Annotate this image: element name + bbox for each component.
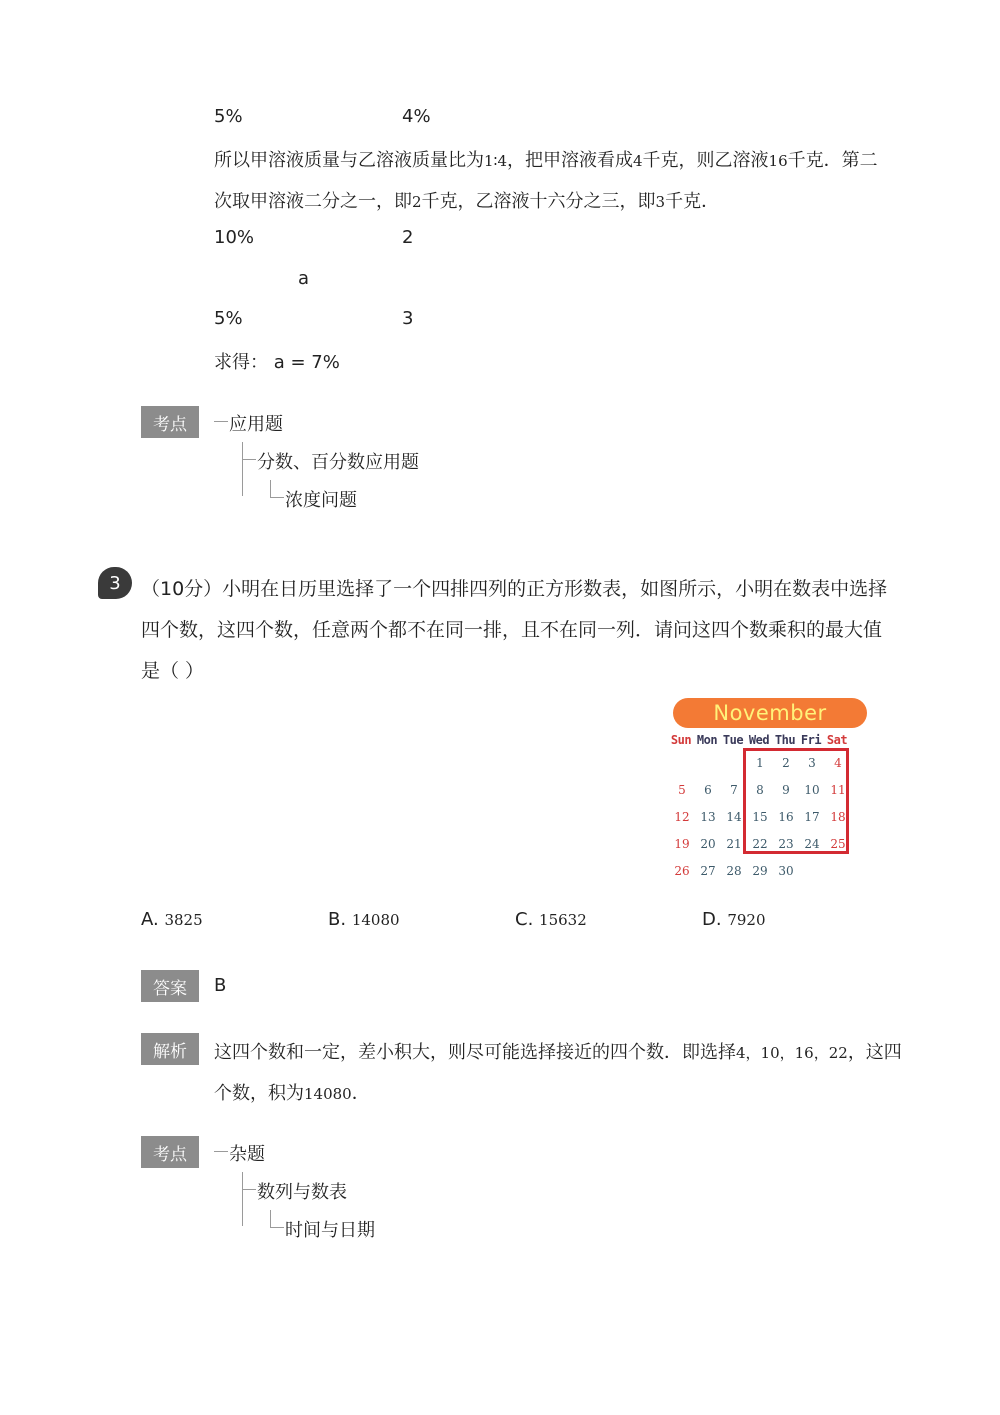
option-letter: D. xyxy=(702,909,722,930)
tree-connector xyxy=(270,1210,271,1228)
result-line: 求得： a = 7% xyxy=(214,352,340,373)
option-value: 14080 xyxy=(351,911,400,929)
solution-number: 3 xyxy=(655,193,666,211)
question-line-3: 是（ ） xyxy=(141,660,205,682)
option-value: 7920 xyxy=(727,911,766,929)
tree-connector xyxy=(270,1227,284,1228)
calendar-day-9: 9 xyxy=(782,783,790,797)
calendar-weekday-tue: Tue xyxy=(722,733,744,747)
solution-number: 16 xyxy=(768,152,788,170)
option-value: 3825 xyxy=(164,911,203,929)
calendar-weekday-thu: Thu xyxy=(774,733,796,747)
solution-text: 千克，则乙溶液 xyxy=(642,150,769,171)
calendar-day-15: 15 xyxy=(752,810,768,824)
cross-row2-left: 10% xyxy=(214,227,255,248)
calendar-day-24: 24 xyxy=(804,837,820,851)
analysis-numbers: 4，10，16，22 xyxy=(736,1044,848,1062)
option-a[interactable] xyxy=(141,909,203,930)
tree-connector xyxy=(242,442,243,496)
calendar-day-20: 20 xyxy=(700,837,716,851)
calendar-weekday-sat: Sat xyxy=(826,733,848,747)
cross-middle-a: a xyxy=(298,268,310,289)
calendar-day-22: 22 xyxy=(752,837,768,851)
solution-line-1 xyxy=(214,146,878,172)
analysis-number: 14080 xyxy=(304,1085,352,1103)
answer-value: B xyxy=(214,975,227,996)
kaodian-tag: 考点 xyxy=(141,406,199,438)
solution-number: 2 xyxy=(412,193,422,211)
tree-connector xyxy=(214,1151,228,1152)
calendar-weekday-sun: Sun xyxy=(670,733,692,747)
calendar-day-25: 25 xyxy=(830,837,846,851)
tree-connector xyxy=(242,1172,243,1226)
calendar-day-10: 10 xyxy=(804,783,820,797)
question-line-1: （10分）小明在日历里选择了一个四排四列的正方形数表，如图所示，小明在数表中选择 xyxy=(141,578,888,600)
ratio-row1-right: 4% xyxy=(402,106,431,127)
calendar-weekday-mon: Mon xyxy=(696,733,718,747)
cross-row2-right: 2 xyxy=(402,227,414,248)
calendar-day-1: 1 xyxy=(756,756,764,770)
calendar-day-13: 13 xyxy=(700,810,716,824)
tree-connector xyxy=(242,459,256,460)
calendar-weekday-fri: Fri xyxy=(800,733,822,747)
kaodian-level3: 时间与日期 xyxy=(285,1220,375,1241)
calendar-day-27: 27 xyxy=(700,864,716,878)
calendar-day-7: 7 xyxy=(730,783,738,797)
calendar-day-8: 8 xyxy=(756,783,764,797)
analysis-tag: 解析 xyxy=(141,1033,199,1065)
analysis-line-1 xyxy=(214,1038,902,1064)
tree-connector xyxy=(242,1189,256,1190)
kaodian-level1: 杂题 xyxy=(229,1144,265,1165)
calendar-day-12: 12 xyxy=(674,810,690,824)
solution-line-2 xyxy=(214,187,719,213)
kaodian-level1: 应用题 xyxy=(229,414,283,435)
calendar-day-21: 21 xyxy=(726,837,742,851)
calendar-day-14: 14 xyxy=(726,810,742,824)
option-letter: C. xyxy=(515,909,534,930)
calendar-day-11: 11 xyxy=(830,783,846,797)
calendar-day-19: 19 xyxy=(674,837,690,851)
answer-tag: 答案 xyxy=(141,970,199,1002)
solution-number: 4 xyxy=(633,152,643,170)
kaodian-level2: 数列与数表 xyxy=(257,1182,347,1203)
calendar-day-28: 28 xyxy=(726,864,742,878)
analysis-text: 个数，积为 xyxy=(214,1083,304,1104)
calendar-weekday-wed: Wed xyxy=(748,733,770,747)
question-line-2: 四个数，这四个数，任意两个都不在同一排，且不在同一列．请问这四个数乘积的最大值 xyxy=(141,619,883,641)
solution-text: 千克．第二 xyxy=(787,150,878,171)
kaodian-tag: 考点 xyxy=(141,1136,199,1168)
tree-connector xyxy=(270,480,271,498)
calendar-day-23: 23 xyxy=(778,837,794,851)
analysis-line-2 xyxy=(214,1079,370,1105)
solution-number: 1∶4 xyxy=(484,152,507,170)
ratio-row1-left: 5% xyxy=(214,106,243,127)
solution-text: 次取甲溶液二分之一，即 xyxy=(214,191,412,212)
kaodian-level2: 分数、百分数应用题 xyxy=(257,452,419,473)
option-d[interactable] xyxy=(702,909,766,930)
calendar-day-18: 18 xyxy=(830,810,846,824)
option-value: 15632 xyxy=(539,911,587,929)
solution-text: ，把甲溶液看成 xyxy=(507,150,633,171)
tree-connector xyxy=(270,497,284,498)
analysis-text: ，这四 xyxy=(847,1042,902,1063)
calendar-day-3: 3 xyxy=(808,756,816,770)
option-b[interactable] xyxy=(328,909,400,930)
tree-connector xyxy=(214,421,228,422)
option-letter: B. xyxy=(328,909,347,930)
solution-text: 千克，乙溶液十六分之三，即 xyxy=(421,191,656,212)
option-c[interactable] xyxy=(515,909,587,930)
question-number-badge: 3 xyxy=(98,567,132,599)
calendar-day-29: 29 xyxy=(752,864,768,878)
analysis-text: 这四个数和一定，差小积大，则尽可能选择接近的四个数．即选择 xyxy=(214,1042,736,1063)
calendar-day-4: 4 xyxy=(834,756,842,770)
calendar-day-26: 26 xyxy=(674,864,690,878)
calendar-month-header: November xyxy=(673,698,867,728)
cross-row3-right: 3 xyxy=(402,308,414,329)
solution-text: 千克． xyxy=(665,191,720,212)
calendar-day-16: 16 xyxy=(778,810,794,824)
calendar-figure xyxy=(664,696,874,886)
calendar-day-5: 5 xyxy=(678,783,686,797)
calendar-day-6: 6 xyxy=(704,783,712,797)
calendar-day-2: 2 xyxy=(782,756,790,770)
solution-text: 所以甲溶液质量与乙溶液质量比为 xyxy=(214,150,484,171)
calendar-day-17: 17 xyxy=(804,810,820,824)
cross-row3-left: 5% xyxy=(214,308,243,329)
option-letter: A. xyxy=(141,909,159,930)
analysis-text: ． xyxy=(351,1083,370,1104)
calendar-day-30: 30 xyxy=(778,864,794,878)
kaodian-level3: 浓度问题 xyxy=(285,490,357,511)
